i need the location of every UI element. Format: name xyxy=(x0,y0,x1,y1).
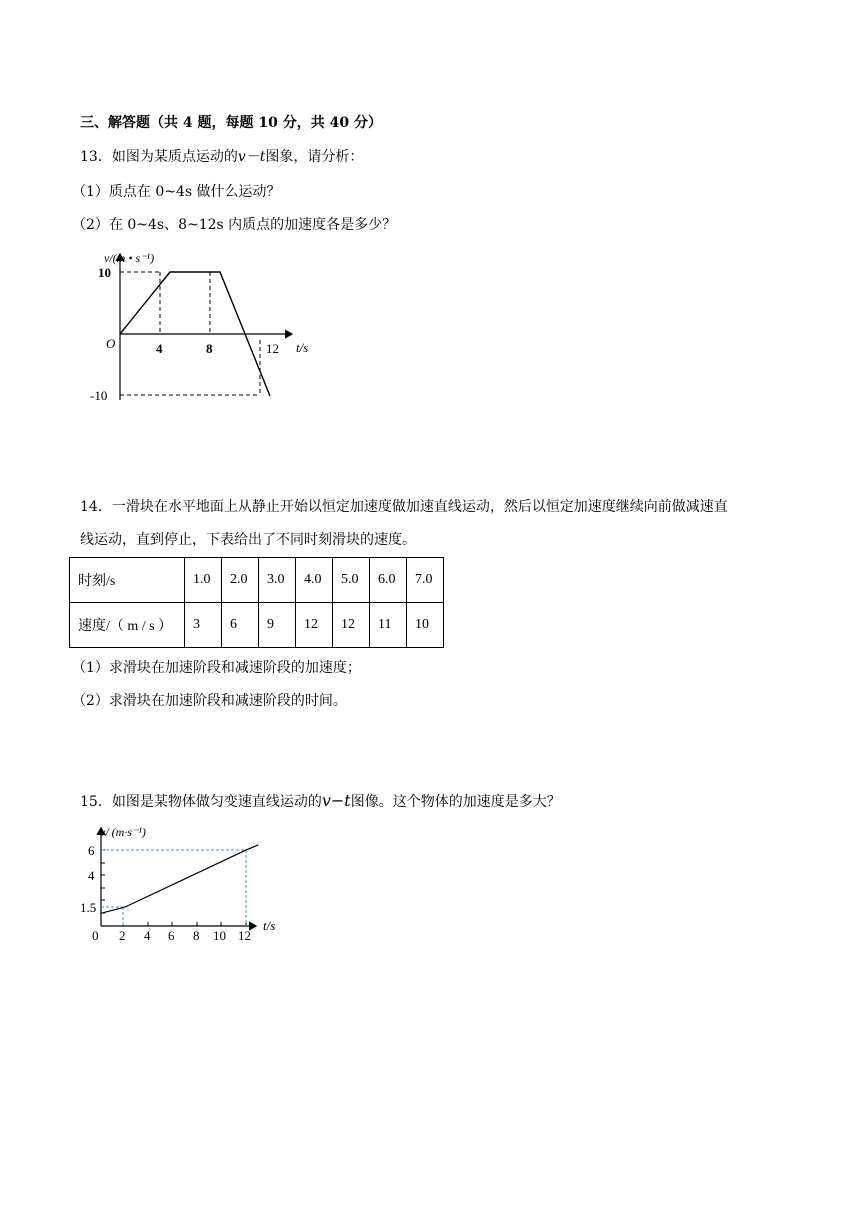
table-header-speed: 速度/（ m / s ） xyxy=(70,603,185,648)
table-row xyxy=(70,603,444,648)
q15-xtick-8: 8 xyxy=(193,928,200,942)
table-cell: 5.0 xyxy=(333,558,370,603)
q15-x-label: t/s xyxy=(263,918,276,933)
q15-y-label: v/ (m·s⁻¹) xyxy=(100,825,146,839)
q15-ytick-1.5: 1.5 xyxy=(80,900,97,915)
table-cell: 4.0 xyxy=(296,558,333,603)
q15-stem-a: 15．如图是某物体做匀变速直线运动的 xyxy=(80,794,322,810)
q15-ytick-4: 4 xyxy=(88,868,95,883)
table-row xyxy=(70,558,444,603)
table-cell: 7.0 xyxy=(407,558,444,603)
q13-sub1: （1）质点在 0~4s 做什么运动？ xyxy=(72,184,281,200)
q13-stem xyxy=(80,146,363,166)
q13-origin-label: O xyxy=(106,336,116,351)
q15-velocity-line xyxy=(101,845,258,913)
q15-stem-var: v−t xyxy=(321,791,351,810)
table-cell: 12 xyxy=(296,603,333,648)
q15-xtick-4: 4 xyxy=(144,928,151,942)
table-header-time: 时刻/s xyxy=(70,558,185,603)
q13-y-label: v/(m • s⁻¹) xyxy=(104,251,155,265)
q14-speed-table xyxy=(69,557,444,648)
q14-stem-line1: 14．一滑块在水平地面上从静止开始以恒定加速度做加速直线运动，然后以恒定加速度继续向前做减速直 xyxy=(80,499,728,515)
q15-xtick-10: 10 xyxy=(213,928,226,942)
q14-sub2: （2）求滑块在加速阶段和减速阶段的时间。 xyxy=(72,693,347,709)
table-cell: 6.0 xyxy=(370,558,407,603)
q13-stem-b: 图象，请分析： xyxy=(265,149,364,165)
table-cell: 10 xyxy=(407,603,444,648)
q13-x-label: t/s xyxy=(296,340,309,355)
q15-ytick-6: 6 xyxy=(88,843,95,858)
q15-stem-b: 图像。这个物体的加速度是多大？ xyxy=(350,794,561,810)
q13-xtick-8: 8 xyxy=(206,341,213,356)
q15-vt-graph xyxy=(80,822,300,942)
q14-stem-line2: 线运动，直到停止，下表给出了不同时刻滑块的速度。 xyxy=(80,532,416,548)
table-cell: 2.0 xyxy=(222,558,259,603)
q13-xtick-12: 12 xyxy=(266,341,279,356)
q13-stem-var: v－t xyxy=(237,149,266,165)
section-heading: 三、解答题（共 4 题，每题 10 分，共 40 分） xyxy=(80,115,382,131)
q13-ytick-10: 10 xyxy=(98,265,111,280)
q15-xtick-6: 6 xyxy=(168,928,175,942)
table-cell: 12 xyxy=(333,603,370,648)
table-cell: 3 xyxy=(185,603,222,648)
q15-xtick-2: 2 xyxy=(119,928,126,942)
q15-xtick-12: 12 xyxy=(238,928,251,942)
q13-xtick-4: 4 xyxy=(156,341,163,356)
table-cell: 11 xyxy=(370,603,407,648)
q15-xtick-0: 0 xyxy=(92,928,99,942)
q14-sub1: （1）求滑块在加速阶段和减速阶段的加速度； xyxy=(72,660,361,676)
q13-vt-graph xyxy=(84,250,344,410)
table-cell: 1.0 xyxy=(185,558,222,603)
table-cell: 6 xyxy=(222,603,259,648)
q13-ytick-neg10: -10 xyxy=(90,388,108,403)
q13-stem-a: 13．如图为某质点运动的 xyxy=(80,149,238,165)
q15-stem xyxy=(80,791,561,811)
table-cell: 9 xyxy=(259,603,296,648)
table-cell: 3.0 xyxy=(259,558,296,603)
q13-sub2: （2）在 0~4s、8~12s 内质点的加速度各是多少？ xyxy=(72,217,397,233)
